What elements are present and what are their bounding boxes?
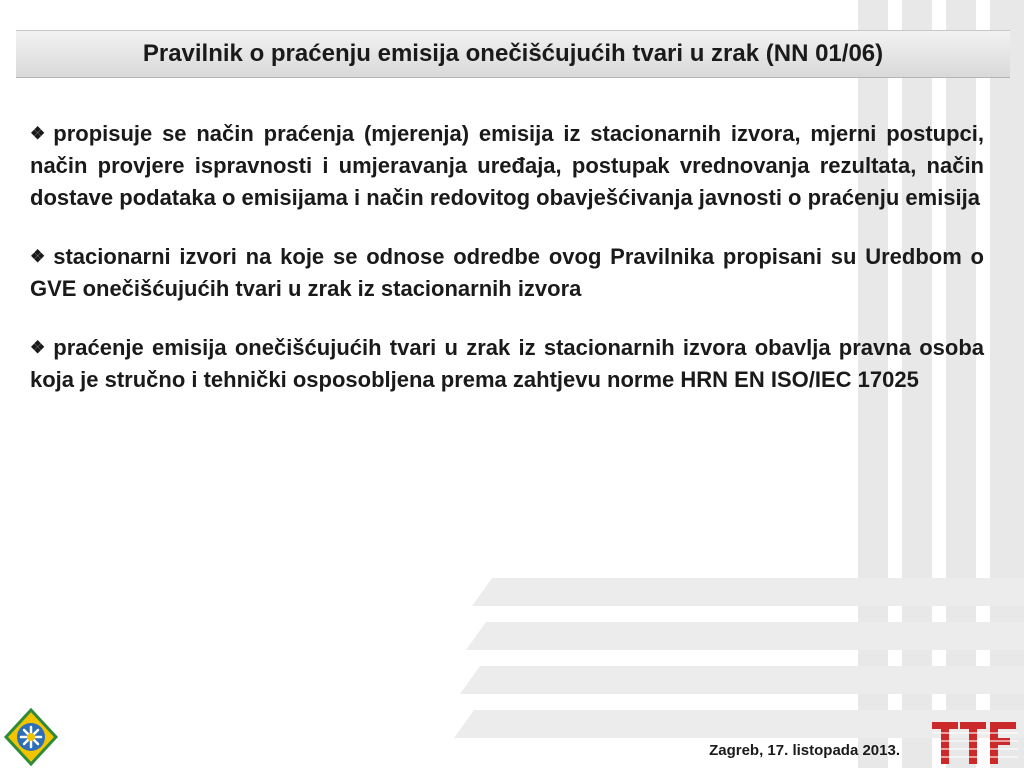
- diamond-bullet-icon: ❖: [30, 247, 46, 266]
- title-bar: [16, 30, 1010, 78]
- bullet-item: [30, 332, 984, 396]
- ttf-logo-icon: [930, 718, 1020, 766]
- bullet-item: [30, 118, 984, 214]
- footer-date: Zagreb, 17. listopada 2013.: [709, 742, 900, 759]
- bullet-text: stacionarni izvori na koje se odnose odredbe ovog Pravilnika propisani su Uredbom o GVE onečišćujućih tvari u zrak iz stacionarnih izvora: [30, 244, 984, 301]
- diamond-bullet-icon: ❖: [30, 124, 46, 143]
- bullet-text: praćenje emisija onečišćujućih tvari u zrak iz stacionarnih izvora obavlja pravna osoba koja je stručno i tehnički osposobljena prema zahtjevu norme HRN EN ISO/IEC 17025: [30, 335, 984, 392]
- bullet-item: [30, 241, 984, 305]
- slide-title: Pravilnik o praćenju emisija onečišćujućih tvari u zrak (NN 01/06): [142, 40, 884, 67]
- emblem-logo-icon: [0, 706, 62, 768]
- bullet-text: propisuje se način praćenja (mjerenja) emisija iz stacionarnih izvora, mjerni postupci, način provjere ispravnosti i umjeravanja uređaja, postupak vrednovanja rezultata, način dostave podataka o emisijama i način redovitog obavješćivanja javnosti o praćenju emisija: [30, 121, 984, 210]
- diamond-bullet-icon: ❖: [30, 338, 46, 357]
- slide-content: [30, 118, 984, 423]
- horizontal-stripes: [454, 578, 1024, 738]
